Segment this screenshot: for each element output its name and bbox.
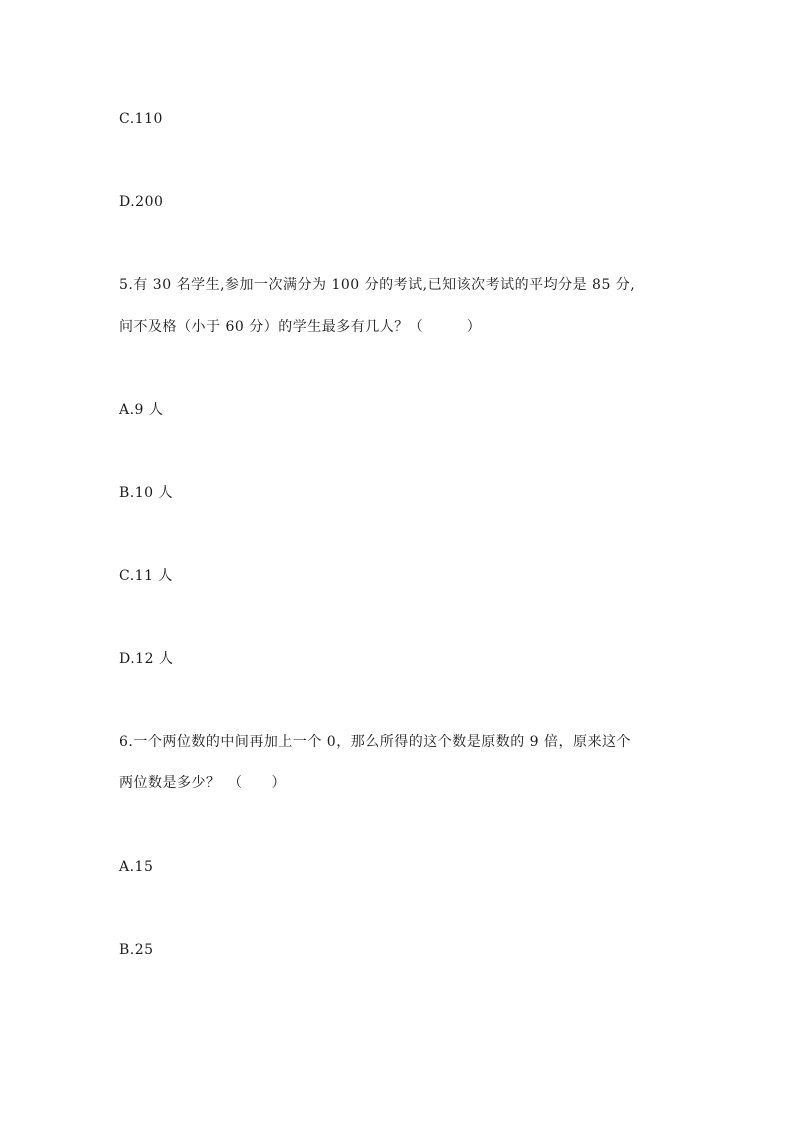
question-5-option-b: B.10 人	[119, 485, 174, 501]
question-5-text-line-2: 问不及格（小于 60 分）的学生最多有几人？（ ）	[119, 319, 482, 335]
option-c-previous: C.110	[119, 111, 163, 127]
question-6-option-b: B.25	[119, 942, 154, 958]
question-5-option-a: A.9 人	[119, 402, 164, 418]
question-6-text-line-2: 两位数是多少？ （ ）	[119, 775, 286, 791]
question-5-option-c: C.11 人	[119, 568, 173, 584]
question-6-option-a: A.15	[119, 859, 154, 875]
option-d-previous: D.200	[119, 194, 164, 210]
question-5-option-d: D.12 人	[119, 651, 174, 667]
question-6-text-line-1: 6.一个两位数的中间再加上一个 0，那么所得的这个数是原数的 9 倍，原来这个	[119, 734, 632, 750]
question-5-text-line-1: 5.有 30 名学生,参加一次满分为 100 分的考试,已知该次考试的平均分是 85 分,	[119, 277, 636, 293]
